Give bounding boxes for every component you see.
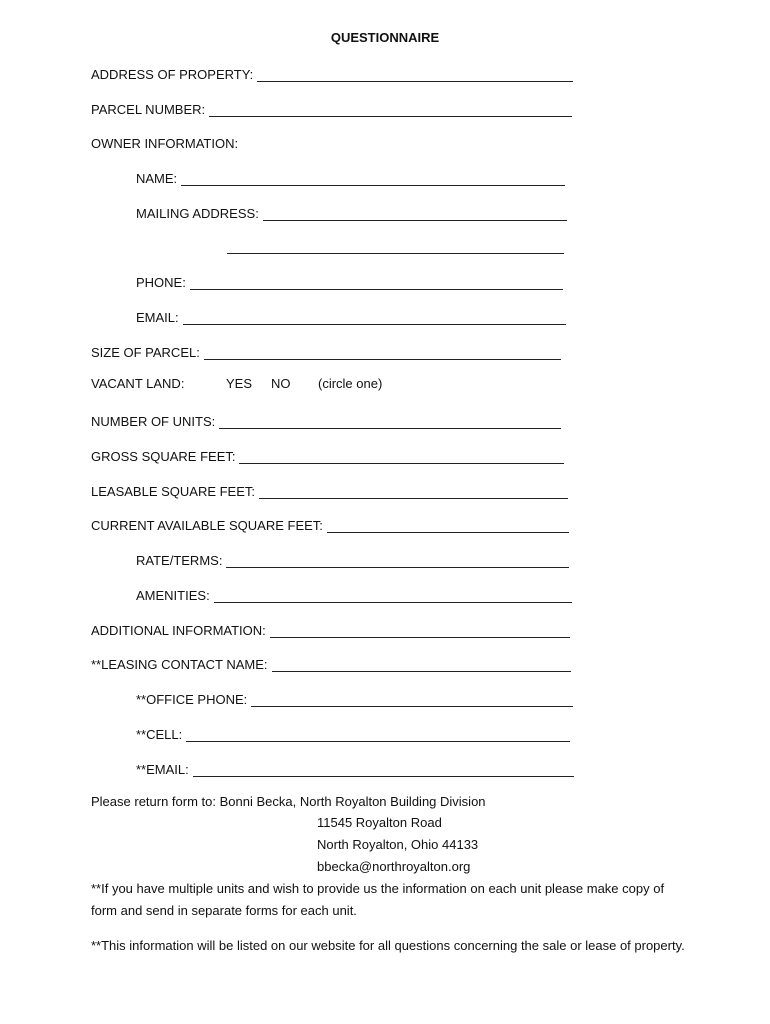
- leasing-email-label: **EMAIL:: [136, 762, 189, 777]
- size-of-parcel-row: [91, 342, 561, 360]
- gross-sq-ft-label: GROSS SQUARE FEET:: [91, 449, 236, 464]
- mailing-address-row: [136, 203, 567, 221]
- leasing-email-row: [136, 759, 574, 777]
- address-row: [91, 64, 573, 82]
- additional-info-input-line[interactable]: [270, 624, 570, 638]
- leasable-sq-ft-row: [91, 481, 568, 499]
- current-available-sq-ft-row: [91, 515, 569, 533]
- vacant-yes-option[interactable]: YES: [226, 376, 253, 391]
- mailing-address-label: MAILING ADDRESS:: [136, 206, 259, 221]
- owner-phone-row: [136, 272, 563, 290]
- gross-sq-ft-row: [91, 446, 564, 464]
- leasing-email-input-line[interactable]: [193, 763, 574, 777]
- address-label: ADDRESS OF PROPERTY:: [91, 67, 254, 82]
- return-address-line1: 11545 Royalton Road: [317, 815, 442, 830]
- multiple-units-note: **If you have multiple units and wish to provide us the information on each unit please make copy of form and send in separate forms for each unit.: [91, 881, 665, 918]
- number-of-units-input-line[interactable]: [219, 415, 561, 429]
- number-of-units-label: NUMBER OF UNITS:: [91, 414, 216, 429]
- parcel-number-row: [91, 99, 572, 117]
- cell-row: [136, 724, 570, 742]
- vacant-land-label: VACANT LAND:: [91, 376, 185, 391]
- additional-info-row: [91, 620, 570, 638]
- circle-one-hint: (circle one): [318, 376, 383, 391]
- additional-info-label: ADDITIONAL INFORMATION:: [91, 623, 266, 638]
- website-listing-note: **This information will be listed on our website for all questions concerning the sale or lease of property.: [91, 938, 685, 953]
- leasable-sq-ft-label: LEASABLE SQUARE FEET:: [91, 484, 256, 499]
- owner-info-heading: OWNER INFORMATION:: [91, 136, 239, 151]
- owner-name-input-line[interactable]: [181, 172, 565, 186]
- gross-sq-ft-input-line[interactable]: [239, 450, 564, 464]
- mailing-address-second-line[interactable]: [227, 252, 564, 254]
- return-address-line2: North Royalton, Ohio 44133: [317, 837, 479, 852]
- amenities-input-line[interactable]: [214, 589, 572, 603]
- amenities-row: [136, 585, 572, 603]
- owner-phone-input-line[interactable]: [190, 276, 563, 290]
- owner-info-row: [91, 133, 391, 151]
- cell-input-line[interactable]: [186, 728, 570, 742]
- owner-name-label: NAME:: [136, 171, 178, 186]
- return-email: bbecka@northroyalton.org: [317, 859, 471, 874]
- size-of-parcel-label: SIZE OF PARCEL:: [91, 345, 200, 360]
- leasing-contact-input-line[interactable]: [272, 658, 572, 672]
- rate-terms-row: [136, 550, 569, 568]
- office-phone-label: **OFFICE PHONE:: [136, 692, 248, 707]
- owner-name-row: [136, 168, 565, 186]
- amenities-label: AMENITIES:: [136, 588, 210, 603]
- owner-email-label: EMAIL:: [136, 310, 179, 325]
- number-of-units-row: [91, 411, 561, 429]
- leasable-sq-ft-input-line[interactable]: [259, 485, 568, 499]
- parcel-number-input-line[interactable]: [209, 103, 572, 117]
- current-available-sq-ft-input-line[interactable]: [327, 519, 569, 533]
- office-phone-input-line[interactable]: [251, 693, 573, 707]
- vacant-no-option[interactable]: NO: [271, 376, 291, 391]
- owner-email-input-line[interactable]: [183, 311, 566, 325]
- form-title: QUESTIONNAIRE: [330, 30, 440, 45]
- address-input-line[interactable]: [257, 68, 573, 82]
- owner-phone-label: PHONE:: [136, 275, 186, 290]
- mailing-address-input-line[interactable]: [263, 207, 567, 221]
- size-of-parcel-input-line[interactable]: [204, 346, 561, 360]
- leasing-contact-label: **LEASING CONTACT NAME:: [91, 657, 268, 672]
- return-to-text: Please return form to: Bonni Becka, North Royalton Building Division: [91, 794, 486, 809]
- leasing-contact-row: [91, 654, 571, 672]
- parcel-number-label: PARCEL NUMBER:: [91, 102, 206, 117]
- rate-terms-input-line[interactable]: [226, 554, 569, 568]
- cell-label: **CELL:: [136, 727, 183, 742]
- office-phone-row: [136, 689, 573, 707]
- owner-email-row: [136, 307, 566, 325]
- rate-terms-label: RATE/TERMS:: [136, 553, 223, 568]
- current-available-sq-ft-label: CURRENT AVAILABLE SQUARE FEET:: [91, 518, 323, 533]
